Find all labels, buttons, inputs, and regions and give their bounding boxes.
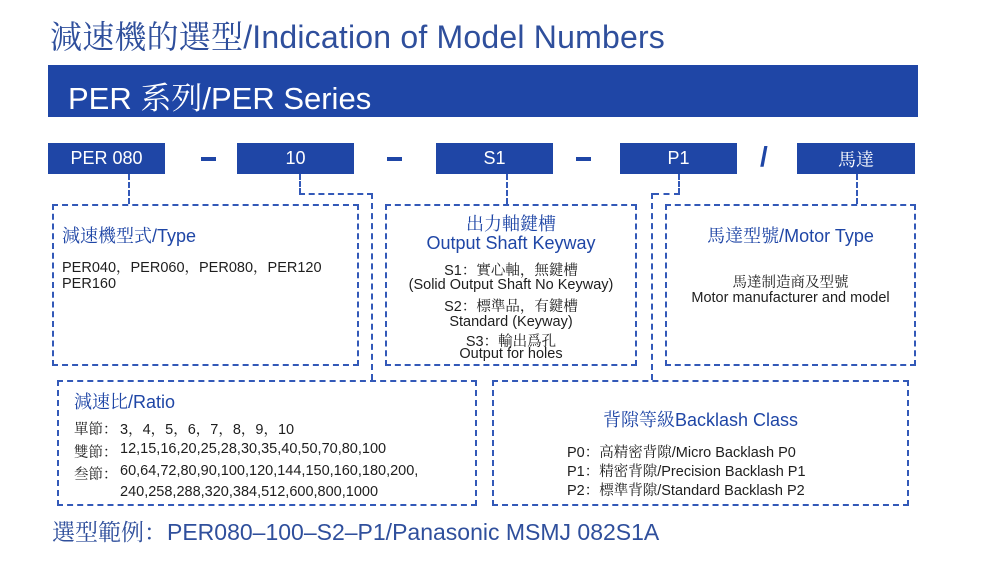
page-title: 減速機的選型/Indication of Model Numbers [50, 19, 666, 55]
type-line: PER040，PER060，PER080，PER120 [62, 260, 322, 276]
code-motor-box: 馬達 [797, 143, 915, 174]
connector-line [299, 193, 373, 195]
code-separator [387, 157, 402, 161]
code-shaft-box: S1 [436, 143, 553, 174]
code-separator [201, 157, 216, 161]
backlash-line: P0：高精密背隙/Micro Backlash P0 [567, 445, 796, 461]
shaft-line: S3：輸出爲孔 [465, 334, 557, 350]
ratio-heading: 減速比/Ratio [74, 392, 176, 412]
shaft-line: (Solid Output Shaft No Keyway) [408, 277, 614, 293]
motor-heading: 馬達型號/Motor Type [707, 226, 874, 246]
connector-line [653, 193, 680, 195]
code-backlash-box: P1 [620, 143, 737, 174]
ratio-triple-values: 240,258,288,320,384,512,600,800,1000 [120, 484, 379, 500]
shaft-line: S2：標準品，有鍵槽 [444, 299, 578, 315]
ratio-triple-label: 叁節： [74, 467, 118, 483]
connector-line [299, 174, 301, 194]
connector-line [506, 174, 508, 204]
shaft-line: Standard (Keyway) [449, 314, 573, 330]
shaft-heading-cn: 出力軸鍵槽 [466, 214, 556, 234]
backlash-heading: 背隙等級Backlash Class [602, 410, 799, 430]
shaft-line: S1：實心軸，無鍵槽 [444, 263, 578, 279]
type-heading: 減速機型式/Type [62, 226, 197, 246]
ratio-double-values: 12,15,16,20,25,28,30,35,40,50,70,80,100 [120, 441, 387, 457]
ratio-single-values: 3，4，5，6，7，8，9，10 [120, 422, 295, 438]
type-line: PER160 [62, 276, 117, 292]
code-separator [576, 157, 591, 161]
motor-line: Motor manufacturer and model [691, 290, 890, 306]
connector-line [651, 193, 653, 380]
connector-line [856, 174, 858, 204]
ratio-single-label: 單節： [74, 422, 118, 438]
code-slash: / [760, 141, 768, 172]
selection-example: 選型範例：PER080–100–S2–P1/Panasonic MSMJ 082S1A [52, 519, 660, 545]
code-ratio-box: 10 [237, 143, 354, 174]
shaft-heading-en: Output Shaft Keyway [426, 233, 596, 253]
code-model-box: PER 080 [48, 143, 165, 174]
ratio-triple-values: 60,64,72,80,90,100,120,144,150,160,180,200, [120, 463, 419, 479]
connector-line [128, 174, 130, 204]
ratio-double-label: 雙節： [74, 445, 118, 461]
connector-line [678, 174, 680, 194]
shaft-line: Output for holes [459, 346, 563, 362]
connector-line [371, 193, 373, 380]
backlash-line: P2：標準背隙/Standard Backlash P2 [567, 483, 805, 499]
backlash-line: P1：精密背隙/Precision Backlash P1 [567, 464, 806, 480]
series-banner-label: PER 系列/PER Series [68, 81, 372, 116]
motor-line: 馬達制造商及型號 [732, 275, 849, 291]
